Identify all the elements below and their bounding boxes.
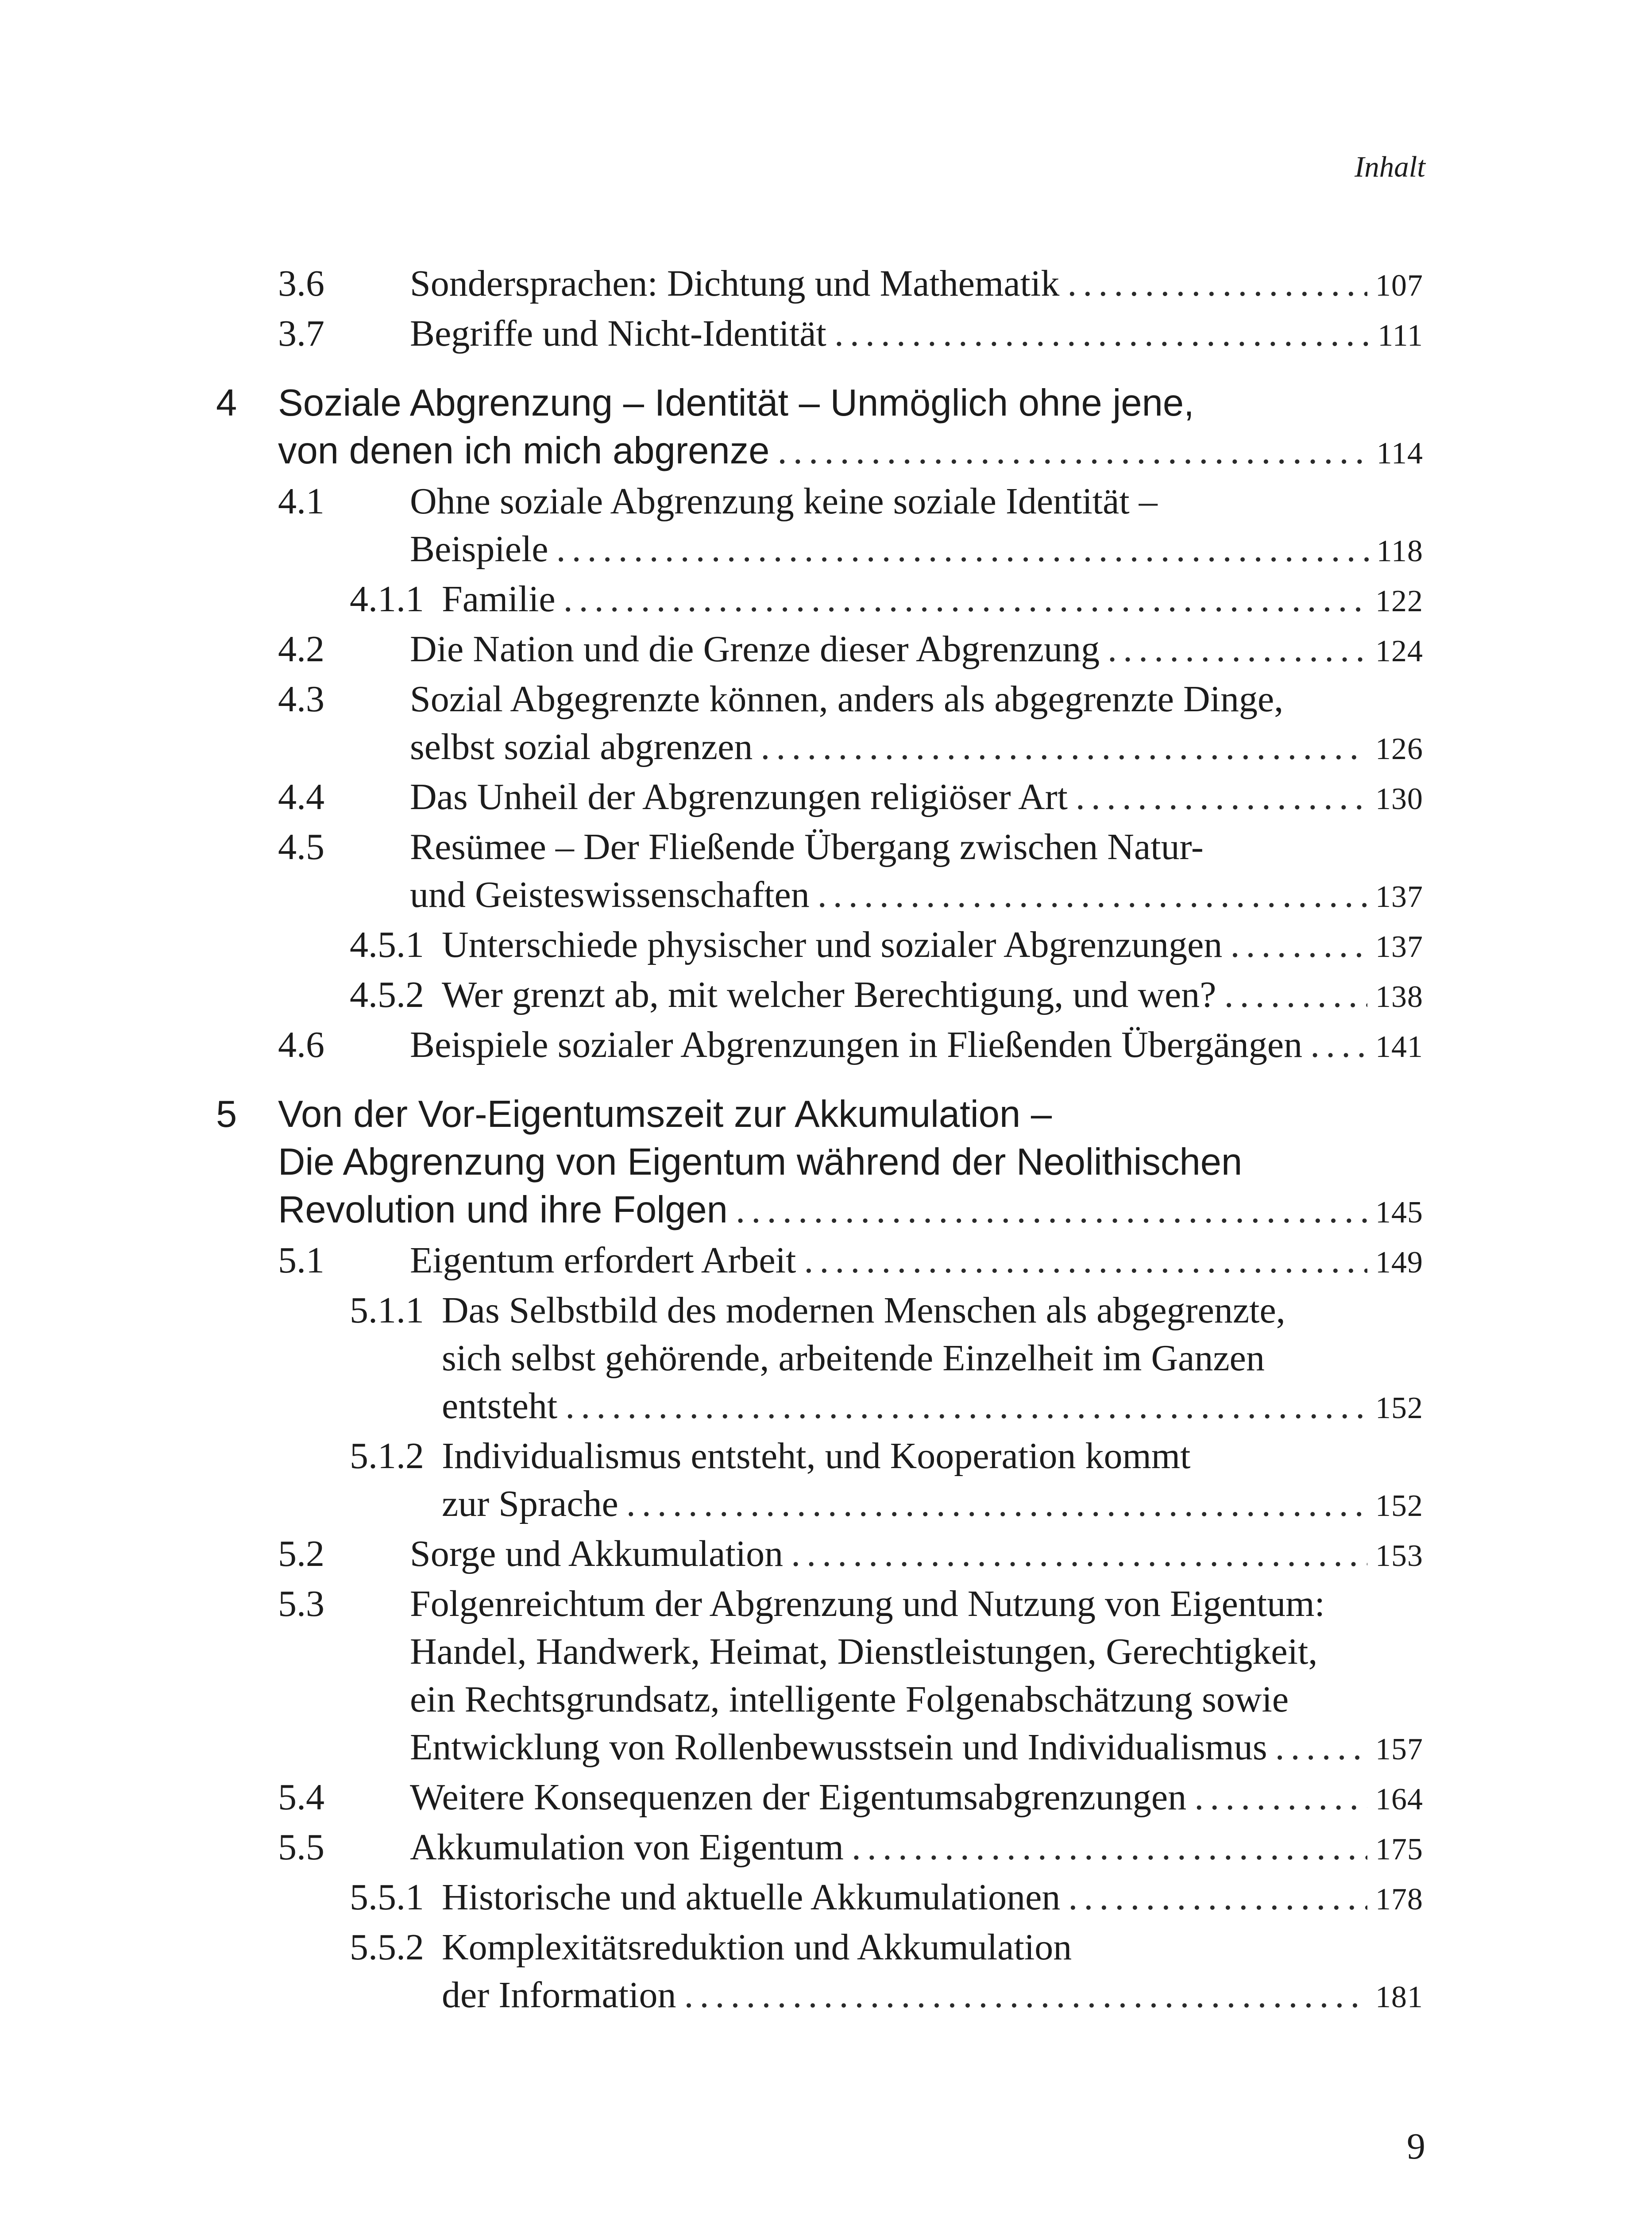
toc-entry-number: 4 <box>216 382 237 424</box>
toc-entry-title-line: Beispiele sozialer Abgrenzungen in Fließenden Übergängen <box>410 1024 1303 1065</box>
toc-entry-page: 124 <box>1375 634 1423 668</box>
toc-entry-title-line: ein Rechtsgrundsatz, intelligente Folgenabschätzung sowie <box>410 1679 1289 1720</box>
toc-entry[interactable] <box>216 478 1423 575</box>
toc-entry-title <box>442 1874 1423 1924</box>
toc-entry-number: 5.3 <box>278 1583 324 1624</box>
toc-entry-title <box>410 773 1423 823</box>
toc-entry[interactable] <box>216 823 1423 921</box>
dot-leader <box>852 1824 1367 1871</box>
toc-entry-title <box>410 1530 1423 1580</box>
toc-entry-page: 137 <box>1375 930 1423 964</box>
toc-entry-title-line: Entwicklung von Rollenbewusstsein und Individualismus <box>410 1727 1267 1768</box>
toc-entry-title <box>442 1924 1423 2021</box>
toc-entry-page: 164 <box>1375 1782 1423 1816</box>
toc-entry-title-line: Die Nation und die Grenze dieser Abgrenzung <box>410 628 1100 670</box>
toc-entry-title <box>410 1773 1423 1824</box>
toc-entry-title <box>410 310 1423 360</box>
toc-entry-title-line: Begriffe und Nicht-Identität <box>410 313 826 354</box>
toc-entry[interactable] <box>216 310 1423 360</box>
toc-entry-page: 122 <box>1375 584 1423 618</box>
toc-entry-title-line: Soziale Abgrenzung – Identität – Unmöglich ohne jene, <box>278 382 1194 424</box>
toc-entry-page: 107 <box>1375 269 1423 303</box>
dot-leader <box>736 1186 1367 1234</box>
toc-entry-title <box>278 379 1423 478</box>
dot-leader <box>760 723 1367 771</box>
toc-entry-number: 5.1.2 <box>350 1435 424 1477</box>
toc-entry-number: 3.6 <box>278 263 324 304</box>
toc-entry-page: 145 <box>1375 1195 1423 1230</box>
toc-entry-number: 4.5.1 <box>350 924 424 965</box>
toc-entry-title-line: selbst sozial abgrenzen <box>410 726 753 767</box>
toc-entry-title-line: Ohne soziale Abgrenzung keine soziale Identität – <box>410 481 1158 522</box>
toc-entry-title-line: Das Selbstbild des modernen Menschen als abgegrenzte, <box>442 1290 1285 1331</box>
toc-entry-number: 4.4 <box>278 776 324 817</box>
toc-entry[interactable] <box>216 1021 1423 1071</box>
toc-entry-title <box>278 1091 1423 1237</box>
toc-entry-page: 118 <box>1376 534 1423 568</box>
toc-entry-title <box>442 575 1423 625</box>
toc-entry[interactable] <box>216 1287 1423 1432</box>
toc-entry-title-line: Resümee – Der Fließende Übergang zwischen Natur- <box>410 826 1204 867</box>
toc-entry-title <box>410 1237 1423 1287</box>
toc-entry-page: 114 <box>1376 436 1423 470</box>
dot-leader <box>1108 625 1367 673</box>
toc-entry-page: 138 <box>1375 980 1423 1014</box>
toc-entry-title <box>410 478 1423 575</box>
toc-entry[interactable] <box>216 575 1423 625</box>
toc-entry-title-line: Historische und aktuelle Akkumulationen <box>442 1877 1061 1918</box>
toc-entry[interactable] <box>216 971 1423 1021</box>
toc-entry-number: 5 <box>216 1093 237 1135</box>
toc-entry-number: 4.5.2 <box>350 974 424 1015</box>
toc-entry-title-line: Komplexitätsreduktion und Akkumulation <box>442 1927 1072 1968</box>
toc-entry-title-line: entsteht <box>442 1385 558 1426</box>
toc-entry-title-line: sich selbst gehörende, arbeitende Einzelheit im Ganzen <box>442 1338 1265 1379</box>
toc-entry-number: 5.5.2 <box>350 1927 424 1968</box>
toc-entry-number: 4.3 <box>278 679 324 720</box>
toc-entry-page: 181 <box>1375 1980 1423 2014</box>
dot-leader <box>565 1382 1367 1430</box>
toc-entry-page: 175 <box>1375 1832 1423 1866</box>
toc-entry-title-line: Sorge und Akkumulation <box>410 1533 784 1574</box>
toc-entry-number: 5.1 <box>278 1240 324 1281</box>
toc-entry-number: 5.4 <box>278 1777 324 1818</box>
toc-entry-title-line: Wer grenzt ab, mit welcher Berechtigung, und wen? <box>442 974 1216 1015</box>
running-head: Inhalt <box>1354 150 1425 183</box>
toc-entry-title <box>410 625 1423 675</box>
dot-leader <box>626 1480 1367 1528</box>
toc-entry-title-line: Die Abgrenzung von Eigentum während der Neolithischen <box>278 1141 1243 1183</box>
toc-entry[interactable] <box>216 1824 1423 1874</box>
dot-leader <box>777 427 1368 475</box>
toc-entry-title <box>442 971 1423 1021</box>
toc-entry-number: 5.1.1 <box>350 1290 424 1331</box>
dot-leader <box>1230 921 1367 969</box>
toc-entry-title <box>442 921 1423 971</box>
toc-chapter-entry[interactable] <box>216 1091 1423 1237</box>
toc-entry[interactable] <box>216 625 1423 675</box>
toc-entry[interactable] <box>216 260 1423 310</box>
toc-entry-title <box>410 675 1423 773</box>
toc-entry-title <box>410 1021 1423 1071</box>
toc-entry-title-line: von denen ich mich abgrenze <box>278 430 770 472</box>
toc-entry-number: 4.6 <box>278 1024 324 1065</box>
dot-leader <box>1067 260 1367 308</box>
toc-entry-page: 149 <box>1375 1245 1423 1280</box>
toc-entry-title-line: Eigentum erfordert Arbeit <box>410 1240 796 1281</box>
dot-leader <box>804 1237 1367 1284</box>
dot-leader <box>818 871 1367 919</box>
toc-entry-number: 4.1 <box>278 481 324 522</box>
toc-entry-title-line: Unterschiede physischer und sozialer Abgrenzungen <box>442 924 1223 965</box>
toc-entry-title-line: Von der Vor-Eigentumszeit zur Akkumulation – <box>278 1093 1052 1135</box>
toc-entry-title <box>442 1287 1423 1432</box>
toc-entry-title-line: der Information <box>442 1974 676 2016</box>
toc-entry-number: 4.2 <box>278 628 324 670</box>
dot-leader <box>791 1530 1367 1578</box>
toc-entry-title-line: und Geisteswissenschaften <box>410 874 810 915</box>
toc-entry-page: 178 <box>1375 1882 1423 1916</box>
toc-entry-title-line: Weitere Konsequenzen der Eigentumsabgrenzungen <box>410 1777 1187 1818</box>
dot-leader <box>564 575 1367 623</box>
toc-entry-number: 5.2 <box>278 1533 324 1574</box>
page-number: 9 <box>1407 2126 1425 2167</box>
dot-leader <box>556 525 1369 573</box>
toc-entry-number: 5.5 <box>278 1827 324 1868</box>
dot-leader <box>1076 773 1367 821</box>
toc-chapter-entry[interactable] <box>216 379 1423 478</box>
toc-entry-title-line: Folgenreichtum der Abgrenzung und Nutzung von Eigentum: <box>410 1583 1325 1624</box>
dot-leader <box>1310 1021 1367 1069</box>
toc-entry[interactable] <box>216 921 1423 971</box>
toc-entry-page: 137 <box>1375 880 1423 914</box>
toc-entry-title <box>410 1580 1423 1773</box>
dot-leader <box>1224 971 1367 1019</box>
toc-entry[interactable] <box>216 1874 1423 1924</box>
toc-entry-title-line: Sondersprachen: Dichtung und Mathematik <box>410 263 1060 304</box>
dot-leader <box>834 310 1370 358</box>
toc-entry-title-line: Sozial Abgegrenzte können, anders als abgegrenzte Dinge, <box>410 679 1284 720</box>
dot-leader <box>1068 1874 1367 1921</box>
toc-entry-page: 141 <box>1375 1030 1423 1064</box>
toc-entry[interactable] <box>216 1580 1423 1773</box>
toc-entry-number: 4.1.1 <box>350 578 424 620</box>
toc-entry[interactable] <box>216 1924 1423 2021</box>
toc-entry-title-line: Das Unheil der Abgrenzungen religiöser Art <box>410 776 1068 817</box>
toc-entry[interactable] <box>216 1432 1423 1530</box>
toc-entry-page: 130 <box>1375 782 1423 816</box>
toc-entry-title-line: Beispiele <box>410 528 548 570</box>
toc-entry-page: 157 <box>1375 1732 1423 1766</box>
dot-leader <box>684 1971 1367 2019</box>
toc-entry-page: 152 <box>1375 1489 1423 1523</box>
dot-leader <box>1194 1773 1367 1821</box>
toc-entry-page: 126 <box>1375 732 1423 766</box>
toc-entry-page: 111 <box>1378 319 1423 353</box>
toc-entry[interactable] <box>216 1237 1423 1287</box>
toc-entry-title-line: Revolution und ihre Folgen <box>278 1189 728 1231</box>
toc-entry-title-line: Familie <box>442 578 556 620</box>
table-of-contents <box>216 260 1423 2021</box>
toc-entry[interactable] <box>216 773 1423 823</box>
toc-entry-title-line: zur Sprache <box>442 1483 618 1524</box>
toc-entry-page: 152 <box>1375 1391 1423 1425</box>
dot-leader <box>1275 1723 1367 1771</box>
toc-entry-title <box>410 1824 1423 1874</box>
toc-entry-page: 153 <box>1375 1539 1423 1573</box>
toc-entry-title-line: Handel, Handwerk, Heimat, Dienstleistungen, Gerechtigkeit, <box>410 1631 1318 1672</box>
toc-entry[interactable] <box>216 675 1423 773</box>
toc-entry-number: 5.5.1 <box>350 1877 424 1918</box>
toc-entry-title-line: Individualismus entsteht, und Kooperation kommt <box>442 1435 1191 1477</box>
toc-entry-number: 4.5 <box>278 826 324 867</box>
toc-entry-title-line: Akkumulation von Eigentum <box>410 1827 844 1868</box>
toc-entry-title <box>410 260 1423 310</box>
toc-entry-title <box>410 823 1423 921</box>
toc-entry-number: 3.7 <box>278 313 324 354</box>
toc-entry-title <box>442 1432 1423 1530</box>
toc-entry[interactable] <box>216 1773 1423 1824</box>
toc-entry[interactable] <box>216 1530 1423 1580</box>
